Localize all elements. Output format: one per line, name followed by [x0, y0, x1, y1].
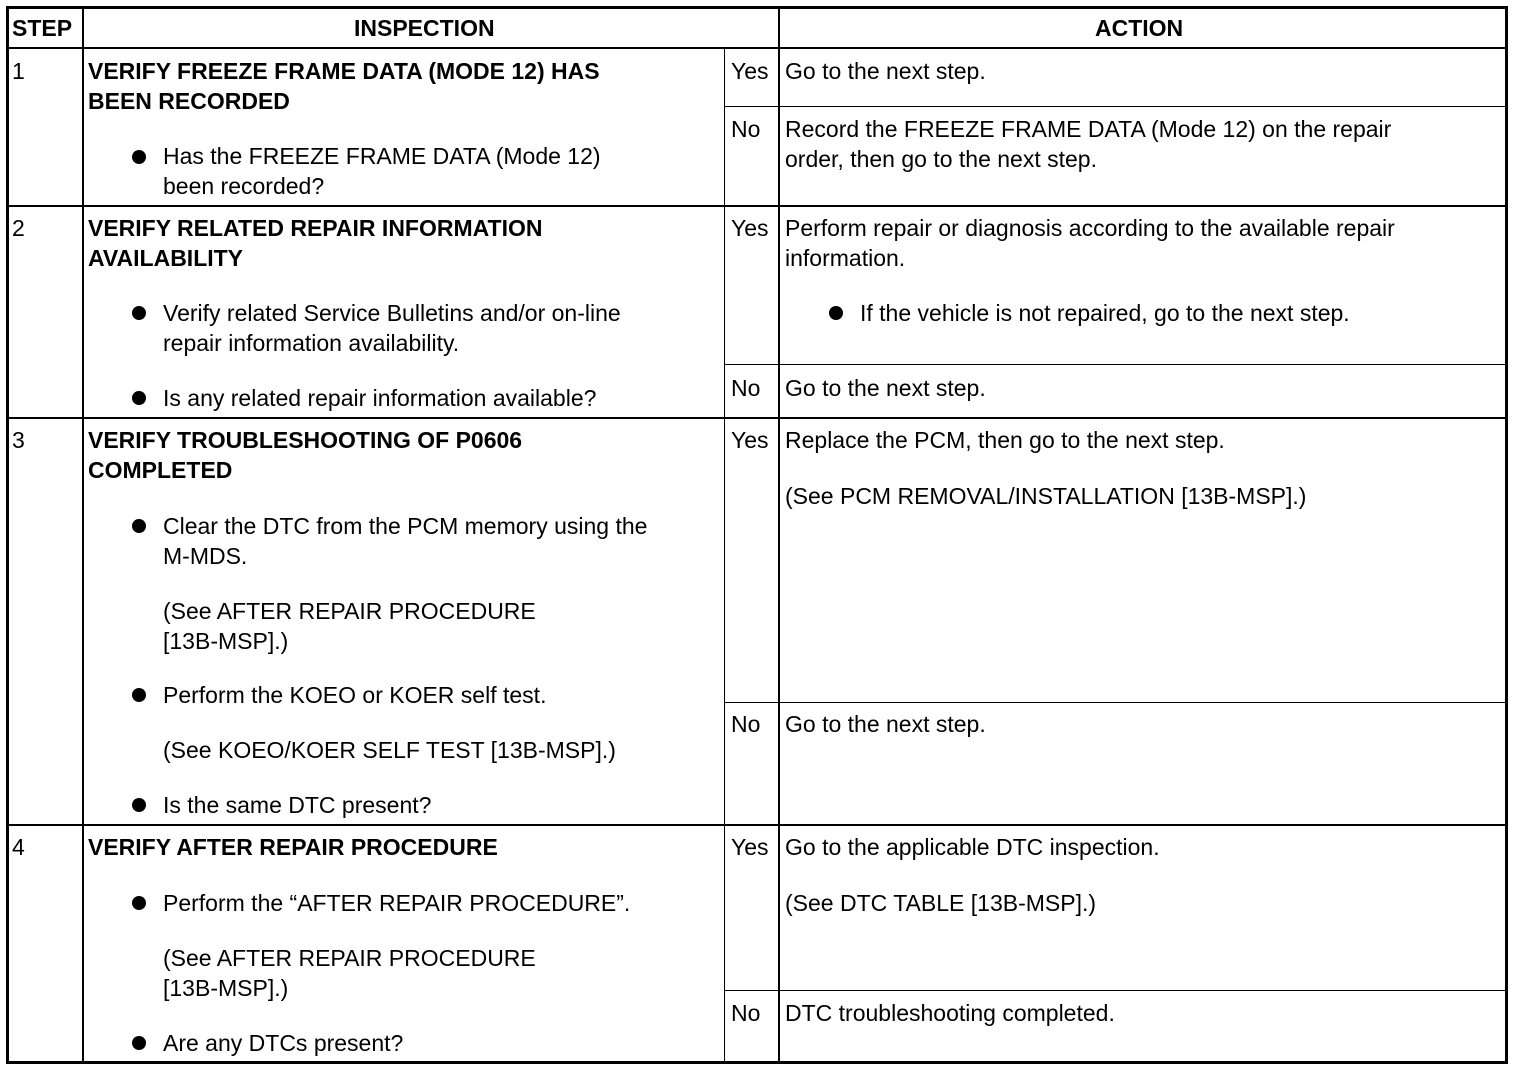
- row-divider-3: [6, 824, 1508, 826]
- inspection-text: Has the FREEZE FRAME DATA (Mode 12): [163, 143, 601, 169]
- yes-action-bullet: If the vehicle is not repaired, go to the next step.: [860, 300, 1350, 326]
- answer-divider-3: [724, 702, 1508, 703]
- step-title: VERIFY TROUBLESHOOTING OF P0606: [88, 427, 523, 453]
- answer-divider-2: [724, 364, 1508, 365]
- step-title: BEEN RECORDED: [88, 88, 290, 114]
- yes-action-reference: (See DTC TABLE [13B-MSP].): [785, 890, 1097, 916]
- yes-action: Perform repair or diagnosis according to the available repair: [785, 215, 1395, 241]
- no-action: Record the FREEZE FRAME DATA (Mode 12) on the repair: [785, 116, 1392, 142]
- table-border-right: [1505, 6, 1508, 1064]
- no-action: order, then go to the next step.: [785, 146, 1097, 172]
- step-title: COMPLETED: [88, 457, 233, 483]
- bullet-icon: [132, 306, 146, 320]
- header-action: ACTION: [1095, 15, 1184, 41]
- yes-label: Yes: [731, 58, 769, 84]
- bullet-icon: [132, 896, 146, 910]
- inspection-text: M-MDS.: [163, 543, 248, 569]
- yes-label: Yes: [731, 215, 769, 241]
- step-title: AVAILABILITY: [88, 245, 244, 271]
- no-label: No: [731, 116, 761, 142]
- yes-action: Replace the PCM, then go to the next step.: [785, 427, 1225, 453]
- inspection-text: Perform the “AFTER REPAIR PROCEDURE”.: [163, 890, 631, 916]
- no-action: DTC troubleshooting completed.: [785, 1000, 1115, 1026]
- inspection-text: Verify related Service Bulletins and/or on-line: [163, 300, 621, 326]
- no-label: No: [731, 375, 761, 401]
- inspection-reference: (See KOEO/KOER SELF TEST [13B-MSP].): [163, 737, 616, 763]
- header-step: STEP: [12, 15, 73, 41]
- column-divider-answer: [724, 48, 725, 1063]
- bullet-icon: [829, 306, 843, 320]
- answer-divider-4: [724, 990, 1508, 991]
- step-title: VERIFY AFTER REPAIR PROCEDURE: [88, 834, 498, 860]
- bullet-icon: [132, 150, 146, 164]
- header-inspection: INSPECTION: [354, 15, 495, 41]
- inspection-text: Perform the KOEO or KOER self test.: [163, 682, 547, 708]
- inspection-text: repair information availability.: [163, 330, 460, 356]
- yes-label: Yes: [731, 834, 769, 860]
- header-divider: [6, 47, 1508, 49]
- inspection-reference: (See AFTER REPAIR PROCEDURE: [163, 945, 536, 971]
- no-action: Go to the next step.: [785, 375, 986, 401]
- bullet-icon: [132, 519, 146, 533]
- table-border-bottom: [6, 1061, 1508, 1064]
- yes-label: Yes: [731, 427, 769, 453]
- bullet-icon: [132, 391, 146, 405]
- yes-action: Go to the next step.: [785, 58, 986, 84]
- step-number: 2: [12, 215, 25, 241]
- inspection-text: Clear the DTC from the PCM memory using the: [163, 513, 648, 539]
- step-title: VERIFY FREEZE FRAME DATA (MODE 12) HAS: [88, 58, 600, 84]
- no-label: No: [731, 1000, 761, 1026]
- step-number: 4: [12, 834, 25, 860]
- row-divider-1: [6, 205, 1508, 207]
- row-divider-2: [6, 417, 1508, 419]
- inspection-reference: (See AFTER REPAIR PROCEDURE: [163, 598, 536, 624]
- inspection-reference: [13B-MSP].): [163, 628, 289, 654]
- no-label: No: [731, 711, 761, 737]
- yes-action: information.: [785, 245, 906, 271]
- inspection-text: Is any related repair information available?: [163, 385, 597, 411]
- step-number: 1: [12, 58, 25, 84]
- table-border-left: [6, 6, 9, 1064]
- step-number: 3: [12, 427, 25, 453]
- no-action: Go to the next step.: [785, 711, 986, 737]
- bullet-icon: [132, 1036, 146, 1050]
- inspection-text: Are any DTCs present?: [163, 1030, 404, 1056]
- bullet-icon: [132, 798, 146, 812]
- inspection-text: Is the same DTC present?: [163, 792, 432, 818]
- column-divider-step: [82, 6, 84, 1064]
- yes-action: Go to the applicable DTC inspection.: [785, 834, 1160, 860]
- bullet-icon: [132, 688, 146, 702]
- column-divider-action: [778, 6, 780, 1064]
- step-title: VERIFY RELATED REPAIR INFORMATION: [88, 215, 543, 241]
- yes-action-reference: (See PCM REMOVAL/INSTALLATION [13B-MSP].): [785, 483, 1307, 509]
- inspection-reference: [13B-MSP].): [163, 975, 289, 1001]
- table-border-top: [6, 6, 1508, 9]
- answer-divider-1: [724, 106, 1508, 107]
- inspection-text: been recorded?: [163, 173, 325, 199]
